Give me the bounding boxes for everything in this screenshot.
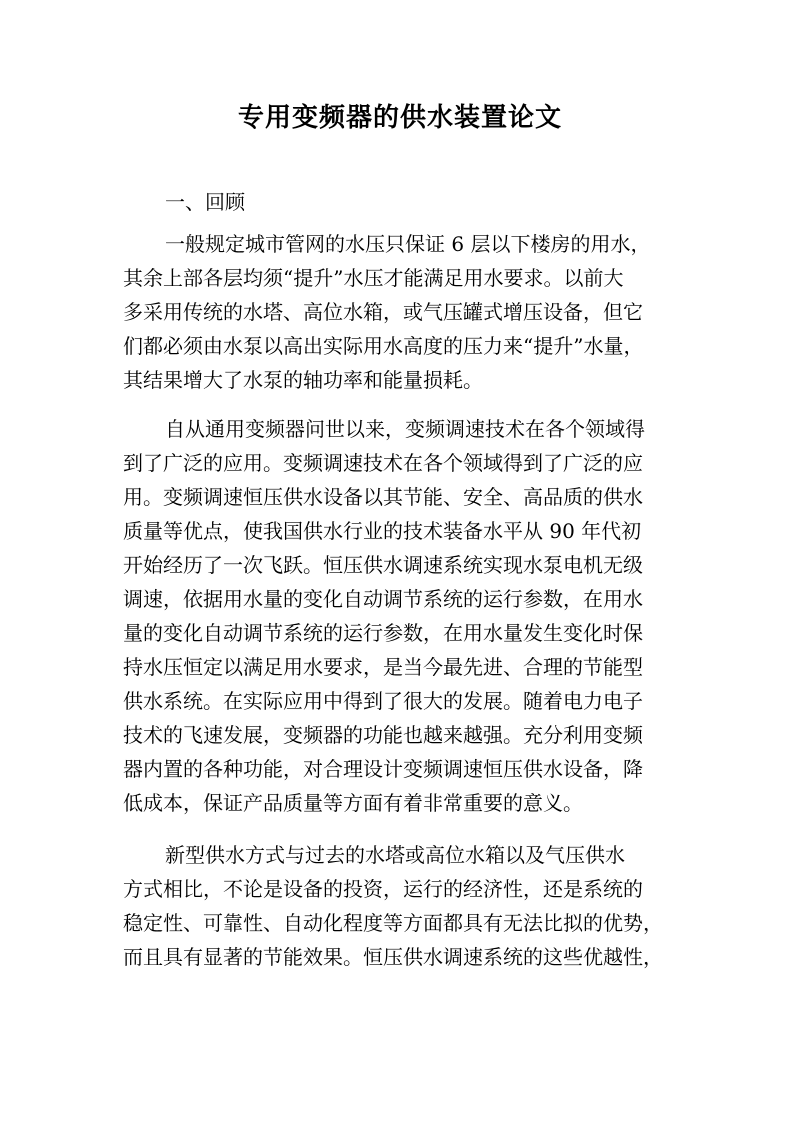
paragraph-line: 新型供水方式与过去的水塔或高位水箱以及气压供水 — [165, 843, 625, 867]
paragraph-line: 而且具有显著的节能效果。恒压供水调速系统的这些优越性， — [123, 945, 663, 969]
paragraph-line: 技术的飞速发展，变频器的功能也越来越强。充分利用变频 — [123, 723, 643, 747]
document-title: 专用变频器的供水装置论文 — [237, 103, 562, 133]
paragraph-line: 自从通用变频器问世以来，变频调速技术在各个领域得 — [165, 417, 645, 441]
paragraph-line: 低成本，保证产品质量等方面有着非常重要的意义。 — [123, 791, 583, 815]
paragraph-line: 持水压恒定以满足用水要求，是当今最先进、合理的节能型 — [123, 655, 643, 679]
paragraph-line: 一般规定城市管网的水压只保证 6 层以下楼房的用水， — [165, 232, 651, 256]
paragraph-line: 们都必须由水泵以高出实际用水高度的压力来“提升”水量， — [123, 334, 644, 358]
paragraph-line: 供水系统。在实际应用中得到了很大的发展。随着电力电子 — [123, 689, 643, 713]
paragraph-line: 开始经历了一次飞跃。恒压供水调速系统实现水泵电机无级 — [123, 553, 643, 577]
paragraph-line: 到了广泛的应用。变频调速技术在各个领域得到了广泛的应 — [123, 451, 643, 475]
paragraph-line: 质量等优点，使我国供水行业的技术装备水平从 90 年代初 — [123, 519, 642, 543]
section-heading: 一、回顾 — [165, 190, 245, 214]
paragraph-line: 稳定性、可靠性、自动化程度等方面都具有无法比拟的优势， — [123, 911, 663, 935]
paragraph-line: 器内置的各种功能，对合理设计变频调速恒压供水设备，降 — [123, 757, 643, 781]
paragraph-line: 其余上部各层均须“提升”水压才能满足用水要求。以前大 — [123, 266, 624, 290]
paragraph-line: 量的变化自动调节系统的运行参数，在用水量发生变化时保 — [123, 621, 643, 645]
paragraph-line: 多采用传统的水塔、高位水箱，或气压罐式增压设备，但它 — [123, 300, 643, 324]
paragraph-line: 调速，依据用水量的变化自动调节系统的运行参数，在用水 — [123, 587, 643, 611]
paragraph-line: 其结果增大了水泵的轴功率和能量损耗。 — [123, 368, 483, 392]
paragraph-line: 用。变频调速恒压供水设备以其节能、安全、高品质的供水 — [123, 485, 643, 509]
paragraph-line: 方式相比，不论是设备的投资，运行的经济性，还是系统的 — [123, 877, 643, 901]
